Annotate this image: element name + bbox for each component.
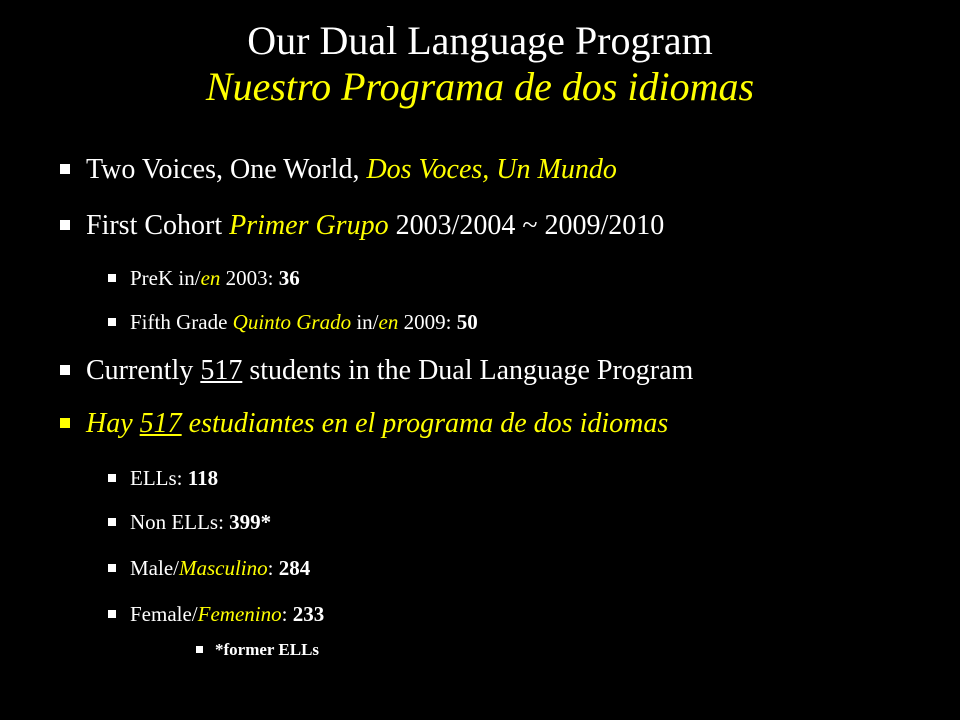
square-bullet-icon xyxy=(60,164,70,174)
square-bullet-icon xyxy=(108,318,116,326)
square-bullet-icon xyxy=(60,220,70,230)
square-bullet-icon xyxy=(108,518,116,526)
title-spanish: Nuestro Programa de dos idiomas xyxy=(205,64,755,109)
bullet-currently: Currently 517 students in the Dual Language Program xyxy=(60,355,693,387)
square-bullet-icon xyxy=(60,365,70,375)
bullet-first-cohort: First Cohort Primer Grupo 2003/2004 ~ 2009/2010 xyxy=(60,210,664,242)
bullet-non-ells: Non ELLs: 399* xyxy=(108,510,271,535)
bullet-female: Female/Femenino: 233 xyxy=(108,602,324,627)
bullet-two-voices: Two Voices, One World, Dos Voces, Un Mundo xyxy=(60,154,617,186)
square-bullet-icon xyxy=(60,418,70,428)
square-bullet-icon xyxy=(108,564,116,572)
square-bullet-icon xyxy=(196,646,203,653)
bullet-fifth-grade: Fifth Grade Quinto Grado in/en 2009: 50 xyxy=(108,310,478,335)
bullet-prek: PreK in/en 2003: 36 xyxy=(108,266,300,291)
bullet-hay: Hay 517 estudiantes en el programa de dos idiomas xyxy=(60,408,668,440)
title-english: Our Dual Language Program xyxy=(247,18,713,63)
bullet-ells: ELLs: 118 xyxy=(108,466,218,491)
square-bullet-icon xyxy=(108,610,116,618)
square-bullet-icon xyxy=(108,274,116,282)
bullet-former-ells: *former ELLs xyxy=(196,640,319,660)
bullet-male: Male/Masculino: 284 xyxy=(108,556,310,581)
slide-title xyxy=(0,18,960,110)
square-bullet-icon xyxy=(108,474,116,482)
